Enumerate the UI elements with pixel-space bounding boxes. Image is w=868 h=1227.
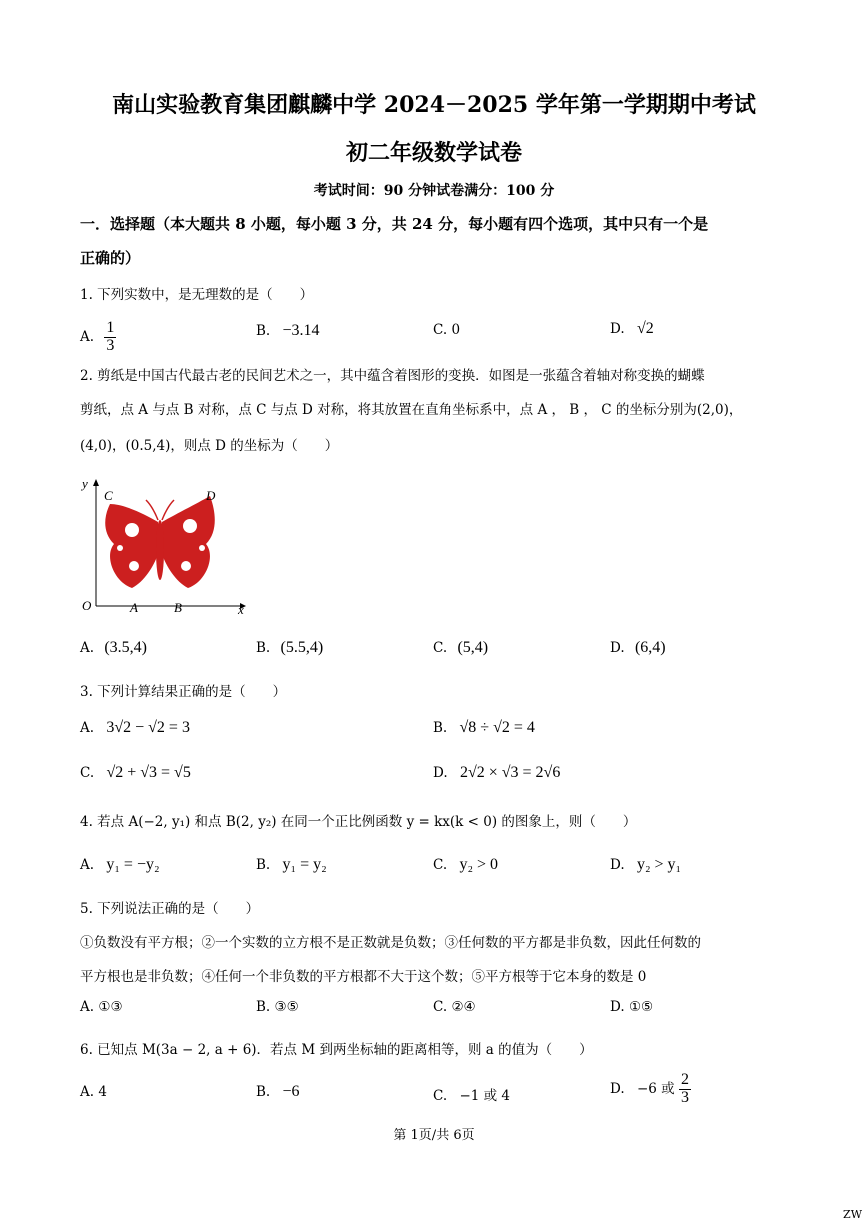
- q1-option-c: [433, 322, 460, 338]
- q5-option-b-label: B.: [256, 999, 271, 1015]
- q4-option-c: [433, 856, 498, 874]
- point-a-label: A: [130, 600, 138, 615]
- section1-heading-line2: 正确的）: [80, 249, 141, 267]
- butterfly-shape: [105, 496, 215, 588]
- q3-option-c-value: √2 + √3 = √5: [106, 764, 191, 781]
- q1-option-c-label: C.: [433, 322, 448, 338]
- q6-option-d: [610, 1072, 691, 1107]
- q4-option-d: [610, 856, 681, 874]
- butterfly-left-wing: [105, 504, 158, 588]
- q6-stem: 6. 已知点 M(3a − 2, a + 6)．若点 M 到两坐标轴的距离相等，则 a 的值为（ ）: [80, 1042, 593, 1058]
- q6-option-a-label: A.: [80, 1084, 95, 1100]
- q4-stem: 4. 若点 A(−2, y₁) 和点 B(2, y₂) 在同一个正比例函数 y = kx(k < 0) 的图象上，则（ ）: [80, 814, 637, 830]
- q6-option-d-denominator: 3: [680, 1088, 689, 1106]
- page-footer: 第 1页/共 6页: [393, 1128, 475, 1143]
- q6-option-c-label: C.: [433, 1088, 448, 1104]
- q5-statement-line2: 平方根也是非负数；④任何一个非负数的平方根都不大于这个数；⑤平方根等于它本身的数是 0: [80, 969, 647, 985]
- q5-option-a-value: ①③: [98, 999, 123, 1015]
- q4-option-a-value: y₁ = −y₂: [106, 856, 160, 873]
- q6-option-d-label: D.: [610, 1080, 625, 1097]
- q2-stem-line3: (4,0)，(0.5,4)，则点 D 的坐标为（ ）: [80, 438, 339, 454]
- q1-option-c-value: 0: [451, 322, 461, 338]
- axis-y-label: y: [82, 476, 88, 491]
- q1-option-a-denominator: 3: [106, 336, 115, 354]
- q2-option-c-value: (5,4): [457, 639, 489, 656]
- butterfly-right-wing: [162, 496, 215, 588]
- q2-option-b: [256, 639, 323, 657]
- q2-option-d-value: (6,4): [634, 639, 666, 656]
- q5-option-d: [610, 999, 653, 1015]
- butterfly-body: [156, 520, 164, 580]
- q5-statement-line1: ①负数没有平方根；②一个实数的立方根不是正数就是负数；③任何数的平方都是非负数，因此任何数的: [80, 935, 701, 951]
- q5-option-a-label: A.: [80, 999, 95, 1015]
- q1-option-a: [80, 320, 116, 355]
- q4-option-b-label: B.: [256, 857, 271, 873]
- q1-option-a-numerator: 1: [106, 319, 115, 336]
- q5-option-d-value: ①⑤: [628, 999, 654, 1015]
- butterfly-spot: [129, 561, 139, 571]
- q2-option-c-label: C.: [433, 640, 448, 656]
- exam-title-line1: 南山实验教育集团麒麟中学 2024－2025 学年第一学期期中考试: [112, 92, 756, 118]
- q2-option-a: [80, 639, 147, 657]
- butterfly-figure: [74, 474, 254, 619]
- q1-option-d: [610, 320, 654, 338]
- exam-title-line2: 初二年级数学试卷: [345, 140, 522, 166]
- corner-mark: ZW: [843, 1208, 862, 1221]
- exam-info: 考试时间：90 分钟试卷满分：100 分: [313, 183, 555, 199]
- q1-option-b-label: B.: [256, 323, 271, 339]
- y-axis-arrow: [93, 479, 99, 486]
- q3-option-a: [80, 719, 190, 737]
- butterfly-spot: [183, 519, 197, 533]
- q2-option-d: [610, 639, 666, 657]
- q6-option-b-label: B.: [256, 1084, 271, 1100]
- q1-stem: 1. 下列实数中，是无理数的是（ ）: [80, 287, 314, 303]
- point-c-label: C: [104, 488, 113, 503]
- q4-option-a-label: A.: [80, 857, 95, 873]
- q2-option-a-value: (3.5,4): [104, 639, 147, 656]
- q3-option-c: [80, 764, 191, 782]
- q2-option-a-label: A.: [80, 640, 95, 656]
- q2-stem-line1: 2. 剪纸是中国古代最古老的民间艺术之一，其中蕴含着图形的变换．如图是一张蕴含着轴对称变换的蝴蝶: [80, 368, 705, 384]
- q6-option-b: [256, 1083, 300, 1101]
- q3-option-b-label: B.: [433, 720, 448, 736]
- butterfly-spot: [181, 561, 191, 571]
- q4-option-c-value: y₂ > 0: [459, 856, 499, 873]
- q2-option-b-value: (5.5,4): [280, 639, 324, 656]
- q6-option-d-value: −6 或: [636, 1080, 675, 1097]
- q1-option-d-value: √2: [636, 320, 654, 337]
- q6-option-d-fraction: [679, 1072, 691, 1107]
- q6-option-c: [433, 1084, 510, 1104]
- q1-option-b-value: −3.14: [282, 322, 320, 339]
- origin-label: O: [82, 598, 92, 613]
- q1-option-a-label: A.: [80, 328, 95, 345]
- q3-option-a-label: A.: [80, 720, 95, 736]
- butterfly-spot: [117, 545, 123, 551]
- point-d-label: D: [206, 488, 216, 503]
- q3-option-d-label: D.: [433, 765, 448, 781]
- q5-option-a: [80, 999, 123, 1015]
- q4-option-a: [80, 856, 160, 874]
- q5-stem: 5. 下列说法正确的是（ ）: [80, 901, 260, 917]
- q5-option-d-label: D.: [610, 999, 625, 1015]
- q4-option-b: [256, 856, 327, 874]
- section1-heading-line1: 一．选择题（本大题共 8 小题，每小题 3 分，共 24 分，每小题有四个选项，其中只有一个是: [80, 215, 709, 233]
- q4-option-d-value: y₂ > y₁: [636, 856, 682, 873]
- q3-option-c-label: C.: [80, 765, 95, 781]
- q4-option-c-label: C.: [433, 857, 448, 873]
- q4-option-d-label: D.: [610, 857, 625, 873]
- butterfly-spot: [125, 523, 139, 537]
- q6-option-b-value: −6: [282, 1083, 300, 1100]
- butterfly-spot: [199, 545, 205, 551]
- q5-option-c-label: C.: [433, 999, 448, 1015]
- q2-stem-line2: 剪纸，点 A 与点 B 对称，点 C 与点 D 对称，将其放置在直角坐标系中，点 A ， B ， C 的坐标分别为(2,0)，: [80, 402, 743, 418]
- q4-option-b-value: y₁ = y₂: [282, 856, 327, 873]
- axis-x-label: x: [238, 602, 244, 617]
- q5-option-b-value: ③⑤: [274, 999, 299, 1015]
- q6-option-d-numerator: 2: [680, 1071, 689, 1088]
- q3-stem: 3. 下列计算结果正确的是（ ）: [80, 684, 287, 700]
- point-b-label: B: [174, 600, 182, 615]
- q6-option-a: [80, 1084, 107, 1100]
- q2-option-d-label: D.: [610, 640, 625, 656]
- q5-option-c: [433, 999, 476, 1015]
- q2-option-b-label: B.: [256, 640, 271, 656]
- q3-option-d: [433, 764, 560, 782]
- q3-option-b-value: √8 ÷ √2 = 4: [459, 719, 535, 736]
- q1-option-d-label: D.: [610, 321, 625, 337]
- q6-option-a-value: 4: [98, 1084, 107, 1100]
- q3-option-b: [433, 719, 535, 737]
- q2-option-c: [433, 639, 488, 657]
- q5-option-b: [256, 999, 299, 1015]
- q5-option-c-value: ②④: [451, 999, 476, 1015]
- q1-option-a-fraction: [104, 320, 116, 355]
- q3-option-a-value: 3√2 − √2 = 3: [106, 719, 190, 736]
- q1-option-b: [256, 322, 320, 340]
- q6-option-c-value: −1 或 4: [459, 1088, 511, 1104]
- q3-option-d-value: 2√2 × √3 = 2√6: [459, 764, 561, 781]
